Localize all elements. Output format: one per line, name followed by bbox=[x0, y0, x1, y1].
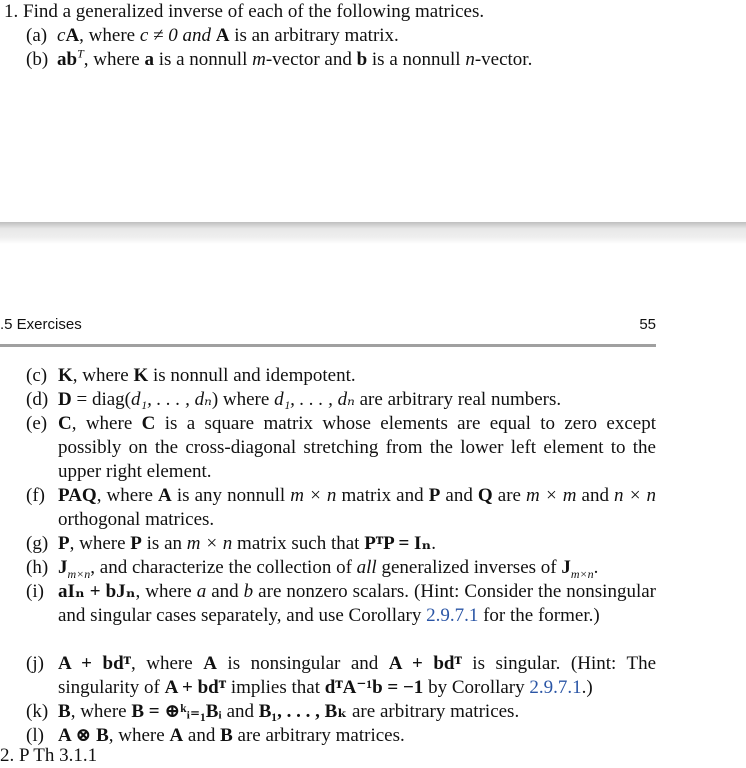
exercise-1-stem: 1. Find a generalized inverse of each of the following matrices. bbox=[4, 1, 485, 22]
exercise-item-j: (j) A + bdᵀ, where A is nonsingular and A + bdᵀ is singular. (Hint: The singularity of A + bdᵀ implies that dᵀA⁻¹b = −1 by Corollary 2.9.7.1.) bbox=[26, 653, 657, 698]
exercise-item-f: (f) PAQ, where A is any nonnull m × n matrix and P and Q are m × m and n × n orthogonal matrices. bbox=[26, 485, 657, 530]
previous-page bbox=[0, 0, 746, 222]
exercise-item-d: (d) D = diag(d₁, . . . , dₙ) where d₁, . . . , dₙ are arbitrary real numbers. bbox=[26, 389, 562, 410]
page-separator bbox=[0, 222, 746, 244]
exercise-item-e: (e) C, where C is a square matrix whose elements are equal to zero except possibly on the cross-diagonal stretching from the lower left element to the upper right element. bbox=[26, 413, 656, 482]
exercise-item-l: (l) A ⊗ B, where A and B are arbitrary matrices. bbox=[26, 725, 405, 746]
exercise-item-c: (c) K, where K is nonnull and idempotent. bbox=[26, 365, 356, 386]
exercise-1b: (b) $ab^T$, where a is a nonnull m-vector and b is a nonnull n-vector. bbox=[26, 46, 533, 70]
exercise-item-g: (g) P, where P is an m × n matrix such that PᵀP = Iₙ. bbox=[26, 533, 437, 554]
exercise-item-k: (k) B, where B = ⊕ᵏᵢ₌₁Bᵢ and B₁, . . . , Bₖ are arbitrary matrices. bbox=[26, 701, 520, 722]
cut-off-line: 2. P Th 3.1.1 bbox=[0, 745, 98, 766]
corollary-link[interactable]: 2.9.7.1 bbox=[529, 677, 582, 698]
page-number: 55 bbox=[639, 316, 656, 333]
exercise-1a: (a) cA, where c ≠ 0 and A is an arbitrary matrix. bbox=[26, 25, 399, 46]
exercise-item-h: (h) $J_{m\times n}$, and characterize the collection of all generalized inverses of $J_{m\times n}$. bbox=[26, 557, 599, 581]
corollary-link[interactable]: 2.9.7.1 bbox=[426, 605, 479, 626]
exercise-item-i: (i) aIₙ + bJₙ, where a and b are nonzero scalars. (Hint: Consider the nonsingular and singular cases separately, and use Corollary 2.9.7.1 for the former.) bbox=[26, 581, 656, 626]
page-header bbox=[0, 314, 656, 347]
running-head: .5 Exercises bbox=[0, 316, 82, 333]
